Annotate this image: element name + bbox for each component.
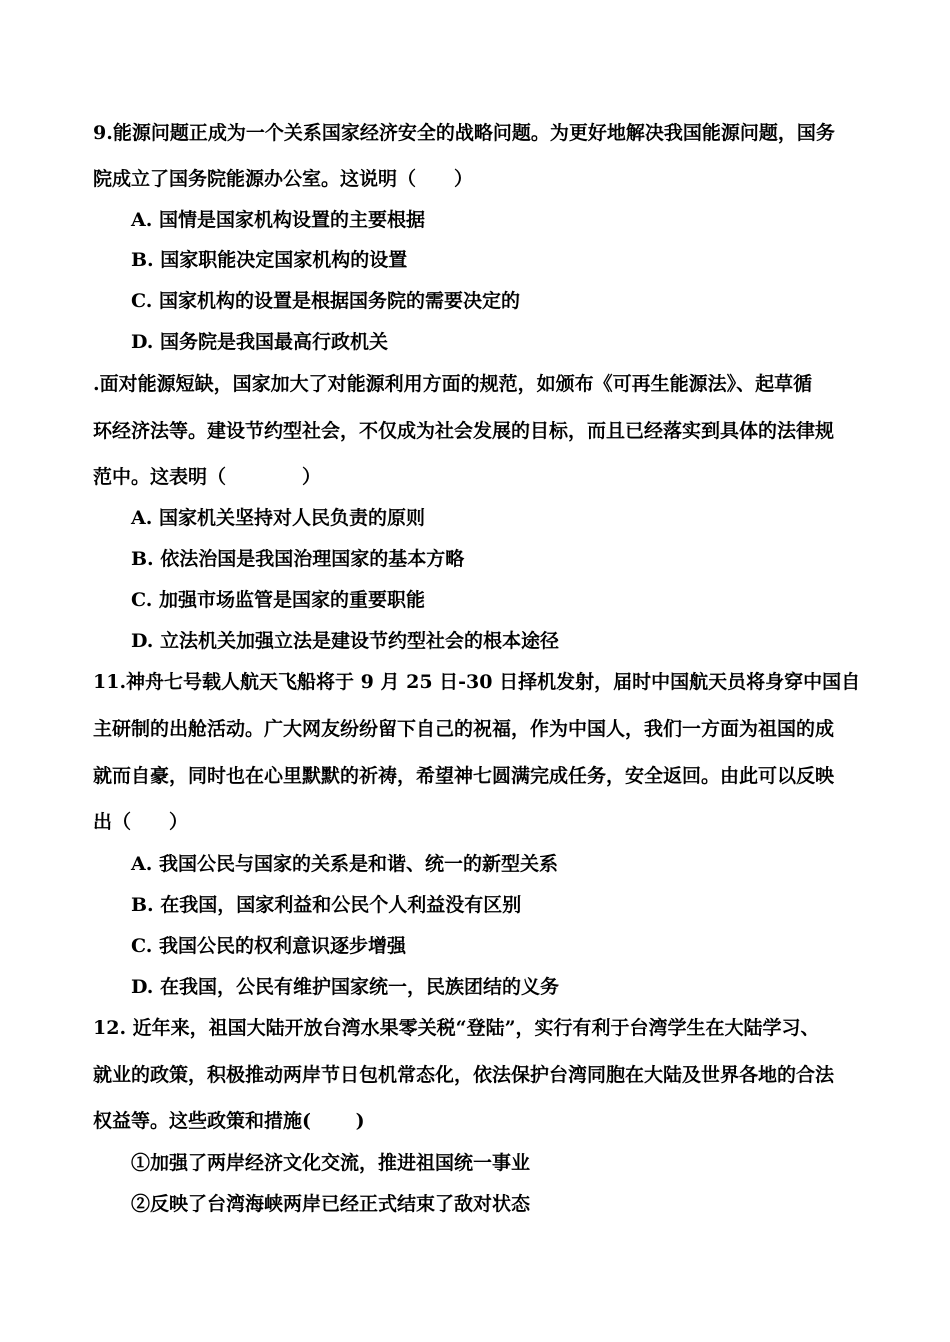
- option-d: D. 立法机关加强立法是建设节约型社会的根本途径: [131, 630, 560, 652]
- statement-1: ①加强了两岸经济文化交流，推进祖国统一事业: [131, 1152, 531, 1174]
- question-text-line: 权益等。这些政策和措施( ): [93, 1110, 365, 1132]
- option-c: C. 我国公民的权利意识逐步增强: [131, 935, 407, 957]
- statement-2: ②反映了台湾海峡两岸已经正式结束了敌对状态: [131, 1193, 531, 1215]
- question-text-line: 就业的政策，积极推动两岸节日包机常态化，依法保护台湾同胞在大陆及世界各地的合法: [93, 1064, 835, 1086]
- question-text-line: .面对能源短缺，国家加大了对能源利用方面的规范，如颁布《可再生能源法》、起草循: [93, 373, 813, 395]
- question-text-line: 院成立了国务院能源办公室。这说明（ ）: [93, 168, 474, 190]
- option-a: A. 国家机关坚持对人民负责的原则: [131, 507, 425, 529]
- question-text-line: 环经济法等。建设节约型社会，不仅成为社会发展的目标，而且已经落实到具体的法律规: [93, 420, 835, 442]
- question-text-line: 范中。这表明（ ）: [93, 466, 322, 488]
- option-a: A. 我国公民与国家的关系是和谐、统一的新型关系: [131, 853, 558, 875]
- option-a: A. 国情是国家机构设置的主要根据: [131, 209, 425, 231]
- question-text-line: 12. 近年来，祖国大陆开放台湾水果零关税“登陆”，实行有利于台湾学生在大陆学习、: [93, 1017, 820, 1039]
- question-text-line: 11.神舟七号载人航天飞船将于 9 月 25 日-30 日择机发射，届时中国航天员将身穿中国自: [93, 671, 861, 693]
- option-b: B. 依法治国是我国治理国家的基本方略: [131, 548, 465, 570]
- question-text-line: 9.能源问题正成为一个关系国家经济安全的战略问题。为更好地解决我国能源问题，国务: [93, 122, 835, 144]
- option-b: B. 国家职能决定国家机构的设置: [131, 249, 408, 271]
- question-text-line: 出（ ）: [93, 811, 189, 833]
- option-c: C. 国家机构的设置是根据国务院的需要决定的: [131, 290, 521, 312]
- option-c: C. 加强市场监管是国家的重要职能: [131, 589, 426, 611]
- option-d: D. 在我国，公民有维护国家统一，民族团结的义务: [131, 976, 560, 998]
- question-text-line: 就而自豪，同时也在心里默默的祈祷，希望神七圆满完成任务，安全返回。由此可以反映: [93, 765, 835, 787]
- question-text-line: 主研制的出舱活动。广大网友纷纷留下自己的祝福，作为中国人，我们一方面为祖国的成: [93, 718, 835, 740]
- option-b: B. 在我国，国家利益和公民个人利益没有区别: [131, 894, 522, 916]
- option-d: D. 国务院是我国最高行政机关: [131, 331, 389, 353]
